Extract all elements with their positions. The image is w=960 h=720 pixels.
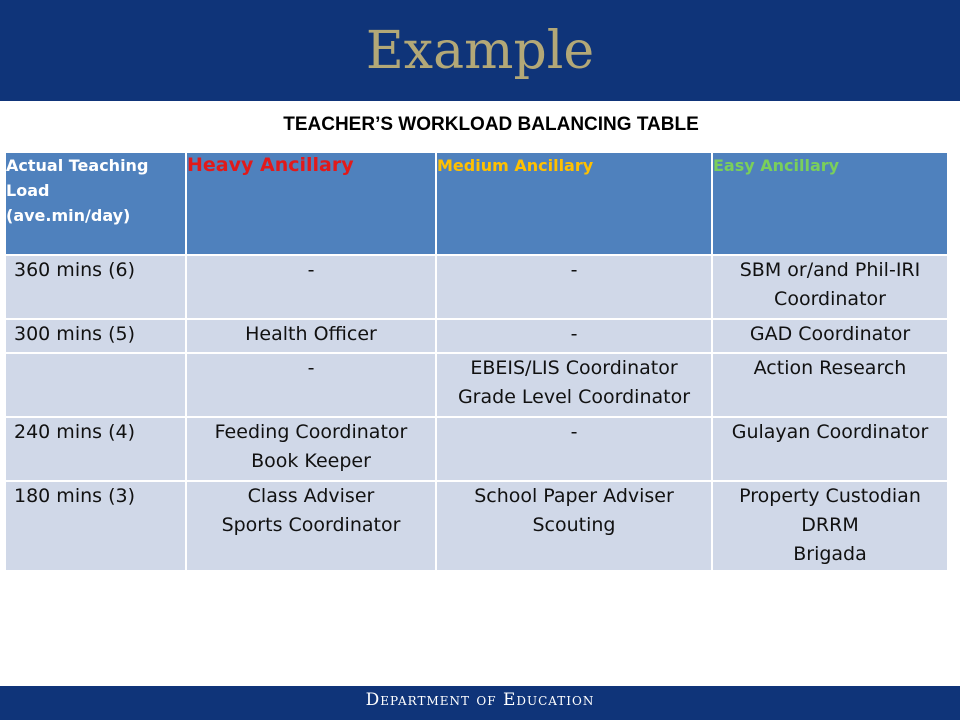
- cell-line: EBEIS/LIS Coordinator: [470, 357, 678, 379]
- header-heavy-ancillary: Heavy Ancillary: [186, 152, 436, 255]
- load-cell: 240 mins (4): [5, 417, 186, 481]
- header-load-line: (ave.min/day): [6, 206, 131, 225]
- cell-line: -: [307, 357, 315, 379]
- load-cell: 180 mins (3): [5, 481, 186, 571]
- cell-line: DRRM: [801, 514, 859, 536]
- easy-cell: [712, 255, 948, 319]
- cell-line: Book Keeper: [251, 450, 371, 472]
- department-footer: Department of Education: [365, 690, 595, 710]
- table-row: [5, 417, 948, 481]
- header-actual-teaching-load: [5, 152, 186, 255]
- heavy-cell: [186, 353, 436, 417]
- header-load-line: Load: [6, 181, 50, 200]
- cell-line: Sports Coordinator: [221, 514, 401, 536]
- cell-line: Property Custodian: [739, 485, 921, 507]
- table-heading: TEACHER’S WORKLOAD BALANCING TABLE: [283, 114, 699, 135]
- cell-line: Health Officer: [245, 323, 377, 345]
- easy-cell: [712, 481, 948, 571]
- cell-line: Gulayan Coordinator: [731, 421, 929, 443]
- cell-line: Action Research: [753, 357, 907, 379]
- cell-line: SBM or/and Phil-IRI: [739, 259, 921, 281]
- heavy-cell: [186, 319, 436, 353]
- header-easy-ancillary: Easy Ancillary: [712, 152, 948, 255]
- cell-line: GAD Coordinator: [749, 323, 911, 345]
- easy-cell: [712, 353, 948, 417]
- cell-line: Class Adviser: [247, 485, 375, 507]
- heavy-cell: [186, 255, 436, 319]
- table-row: [5, 255, 948, 319]
- workload-table: [4, 151, 949, 572]
- cell-line: -: [570, 259, 578, 281]
- load-cell: [5, 353, 186, 417]
- load-cell: 360 mins (6): [5, 255, 186, 319]
- table-row: [5, 481, 948, 571]
- cell-line: -: [570, 421, 578, 443]
- header-medium-ancillary: Medium Ancillary: [436, 152, 712, 255]
- medium-cell: [436, 481, 712, 571]
- header-load-line: Actual Teaching: [6, 156, 149, 175]
- cell-line: Brigada: [793, 543, 867, 565]
- medium-cell: [436, 255, 712, 319]
- medium-cell: [436, 319, 712, 353]
- table-header-row: [5, 152, 948, 255]
- cell-line: Scouting: [532, 514, 616, 536]
- cell-line: -: [307, 259, 315, 281]
- table-row: [5, 319, 948, 353]
- medium-cell: [436, 353, 712, 417]
- easy-cell: [712, 417, 948, 481]
- cell-line: School Paper Adviser: [474, 485, 674, 507]
- heavy-cell: [186, 417, 436, 481]
- easy-cell: [712, 319, 948, 353]
- load-cell: 300 mins (5): [5, 319, 186, 353]
- medium-cell: [436, 417, 712, 481]
- cell-line: Feeding Coordinator: [214, 421, 408, 443]
- cell-line: Grade Level Coordinator: [457, 386, 691, 408]
- slide-title: Example: [365, 21, 595, 81]
- cell-line: Coordinator: [774, 288, 886, 310]
- table-row: [5, 353, 948, 417]
- heavy-cell: [186, 481, 436, 571]
- cell-line: -: [570, 323, 578, 345]
